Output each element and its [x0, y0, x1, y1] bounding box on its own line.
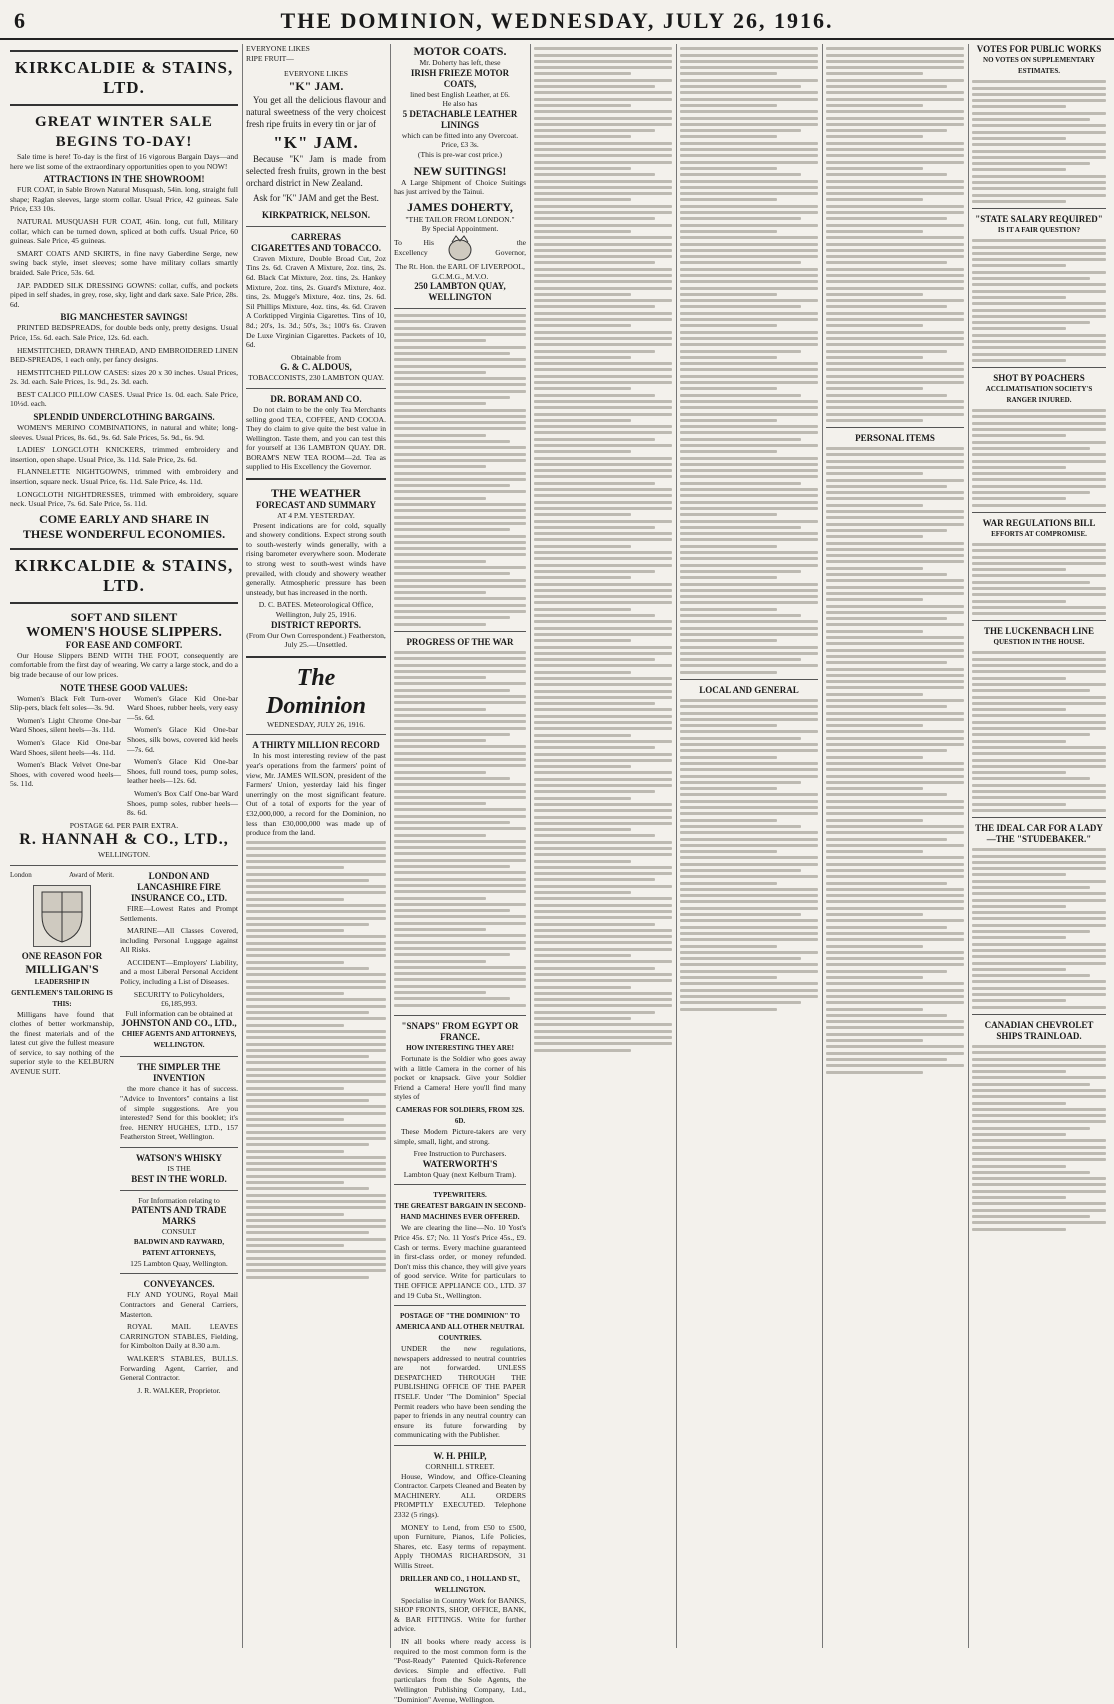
closing-line: COME EARLY AND SHARE IN	[39, 511, 209, 526]
coat-of-arms-image	[33, 885, 91, 947]
article-body	[972, 1045, 1106, 1231]
ad-item: HEMSTITCHED PILLOW CASES: sizes 20 x 30 inches. Usual Prices, 2s. 3d. each. Sale Prices, 1s. 9d., 2s. 3d. each.	[10, 367, 238, 387]
inventors-heading: THE SIMPLER THE INVENTION	[137, 1062, 221, 1084]
conveyance-item: WALKER'S STABLES, BULLS. Forwarding Agent, Carrier, and General Contractor.	[120, 1353, 238, 1383]
driller-heading: DRILLER AND CO., 1 HOLLAND ST., WELLINGTON.	[400, 1574, 520, 1594]
editorial-heading: A THIRTY MILLION RECORD	[252, 740, 380, 751]
article-body	[680, 47, 818, 673]
slipper-item: Women's Black Velvet One-bar Shoes, with covered wood heels—5s. 11d.	[10, 760, 121, 789]
column-rule	[822, 44, 823, 1648]
ad-item: SMART COATS AND SKIRTS, in fine navy Gaberdine Serge, new swing back style, inset sleeves; some have military collars smartly braided. Sale Price, 53s. 6d.	[10, 248, 238, 277]
milligans-text: Milligans have found that clothes of better workmanship, the finest materials and of the latest cut give the fullest measure of service, to say nothing of the superior style to the KELBURN AVENUE SUIT.	[10, 1009, 114, 1077]
carreras-list: Craven Mixture, Double Broad Cut, 2oz Tins 2s. 6d. Craven A Mixture, 2oz. tins, 2s. 6d. Black Cat Mixture, 2oz. tins, 2s. Hankey Mixture, 2oz. tins, 2s. Guard's Mixture, 4oz. tins, 2s. Mugge's Mixture, 4oz. tins, 2s. 6d. Sil Phillips Mixture, 4oz. tins, 4s. 6d. Craven A Corktipped Virginia Cigarettes. Tins of 10, 8d.; 20's, 1s. 3d.; 50's, 3s.; 100's 6s. Craven De Luxe Virginian Cigarettes. Packets of 10, 6d.	[246, 253, 386, 350]
ad-item: HEMSTITCHED, DRAWN THREAD, AND EMBROIDERED LINEN BED-SPREADS, 1 each only, per fancy designs.	[10, 345, 238, 365]
votes-heading: VOTES FOR PUBLIC WORKS	[976, 44, 1102, 54]
aldous: G. & C. ALDOUS,	[280, 362, 352, 373]
k-jam-heading: "K" JAM.	[273, 132, 359, 152]
whisky-line: IS THE	[167, 1164, 191, 1173]
poachers-heading: SHOT BY POACHERS	[993, 372, 1085, 383]
slippers-heading: SOFT AND SILENT	[70, 609, 178, 624]
ad-item: BEST CALICO PILLOW CASES. Usual Price 1s. 0d. each. Sale Price, 10½d. each.	[10, 389, 238, 409]
conveyance-signature: J. R. WALKER, Proprietor.	[137, 1385, 221, 1395]
shield-icon	[34, 886, 90, 946]
insurance-heading: LONDON AND LANCASHIRE FIRE INSURANCE CO., LTD.	[131, 870, 227, 903]
slipper-item: Women's Glace Kid One-bar Shoes, full round toes, pump soles, leather heels—12s. 6d.	[127, 757, 238, 786]
column-rule	[530, 44, 531, 1648]
carreras-heading: CIGARETTES AND TOBACCO.	[251, 242, 381, 253]
milligans-ad	[10, 871, 238, 1395]
war-regulations-heading: WAR REGULATIONS BILL	[982, 517, 1096, 528]
boram-heading: DR. BORAM AND CO.	[270, 393, 362, 404]
weather-sub: FORECAST AND SUMMARY	[255, 500, 377, 511]
cameras-text: These Modern Picture-takers are very simple, small, light, and strong.	[394, 1126, 526, 1146]
ad-item: PRINTED BEDSPREADS, for double beds only, pretty designs. Usual Price, 15s. 6d. each. Sale Price, 12s. 6d. each.	[10, 323, 238, 342]
suitings-heading: NEW SUITINGS!	[413, 163, 507, 178]
column-7	[972, 44, 1106, 1648]
article-body	[534, 47, 672, 1051]
advertiser-heading: KIRKCALDIE & STAINS, LTD.	[14, 58, 234, 97]
postage-heading: POSTAGE OF "THE DOMINION" TO AMERICA AND ALL OTHER NEUTRAL COUNTRIES.	[395, 1312, 525, 1343]
books-text: IN all books where ready access is required to the most common form is the "Post-Ready" Patented Quick-Reference devices. Simple and effective. Full particulars from the Sole Agents, the Wellington Publishing Company, Ltd., "Dominion" Avenue, Wellington.	[394, 1636, 526, 1704]
sale-title: GREAT WINTER SALE	[35, 114, 213, 130]
philp-text: House, Window, and Office-Cleaning Contractor. Carpets Cleaned and Beaten by MACHINERY. ALL ORDERS PROMPTLY EXECUTED. Telephone 2332 (5 rings).	[394, 1471, 526, 1519]
irish-line: lined best English Leather, at £6.	[410, 89, 510, 99]
inventors-text: the more chance it has of success. "Advice to Inventors" contains a list of simple suggestions. Are you interested? Send for this booklet; it's free. HENRY HUGHES, LTD., 157 Featherston Street, Wellington.	[120, 1084, 238, 1142]
tailor-line: "THE TAILOR FROM LONDON."	[405, 214, 515, 224]
kirkpatrick: KIRKPATRICK, NELSON.	[262, 209, 370, 220]
slipper-item: Women's Box Calf One-bar Ward Shoes, pump soles, rubber heels—8s. 6d.	[127, 788, 238, 818]
article-body	[394, 314, 526, 626]
salary-heading: "STATE SALARY REQUIRED"	[975, 213, 1103, 224]
royal-crest-icon	[443, 234, 477, 262]
slipper-item: Women's Glace Kid One-bar Ward Shoes, rubber heels, very easy—5s. 6d.	[127, 693, 238, 722]
sale-intro: Sale time is here! To-day is the first of 16 vigorous Bargain Days—and here we list some of the extraordinary opportunities open to you NOW!	[10, 152, 238, 171]
article-body	[972, 848, 1106, 1008]
column-advertisements-left	[10, 44, 238, 1648]
insurance-security: SECURITY to Policyholders, £6,185,993.	[133, 989, 225, 1009]
slippers-heading: WOMEN'S HOUSE SLIPPERS.	[26, 624, 222, 640]
money-text: MONEY to Lend, from £50 to £500, upon Furniture, Pianos, Life Policies, Shares, etc. Easy terms of repayment. Apply THOMAS RICHARDSON, 31 Willis Street.	[394, 1522, 526, 1570]
article-body	[826, 47, 964, 422]
irish-heading: IRISH FRIEZE MOTOR COATS,	[410, 67, 510, 89]
article-body	[972, 543, 1106, 615]
slipper-item: Women's Glace Kid One-bar Ward Shoes, silent heels—4s. 11d.	[10, 737, 121, 757]
hannah-town: WELLINGTON.	[98, 850, 150, 860]
aldous-address: TOBACCONISTS, 230 LAMBTON QUAY.	[248, 373, 384, 383]
salary-subheading: IS IT A FAIR QUESTION?	[997, 225, 1081, 234]
local-general-heading: LOCAL AND GENERAL	[699, 684, 799, 695]
conveyance-item: FLY AND YOUNG, Royal Mail Contractors and General Carriers, Masterton.	[120, 1290, 238, 1319]
article-body	[972, 651, 1106, 811]
conveyance-item: ROYAL MAIL LEAVES CARRINGTON STABLES, Fielding, for Kimbolton Daily at 8.30 a.m.	[120, 1322, 238, 1351]
luckenbach-heading: THE LUCKENBACH LINE	[983, 626, 1095, 637]
slipper-item: Women's Black Felt Turn-over Slip-pers, black felt soles—3s. 9d.	[10, 693, 121, 713]
ad-item: JAP. PADDED SILK DRESSING GOWNS: collar, cuffs, and pockets piped in self shades, in grey, rose, sky, light and dark saxe. Sale Price, 28s. 6d.	[10, 280, 238, 309]
slippers-heading: FOR EASE AND COMFORT.	[65, 639, 183, 650]
jam-heading: EVERYONE LIKES	[284, 69, 348, 79]
patents-heading: BALDWIN AND RAYWARD, PATENT ATTORNEYS,	[133, 1237, 225, 1257]
dominion-date: WEDNESDAY, JULY 26, 1916.	[266, 719, 366, 729]
carreras-heading: CARRERAS	[290, 231, 341, 242]
column-rule	[968, 44, 969, 1648]
newspaper-title: THE DOMINION, WEDNESDAY, JULY 26, 1916.	[280, 8, 834, 33]
conveyances-heading: CONVEYANCES.	[143, 1279, 215, 1290]
column-4	[534, 44, 672, 1648]
article-body	[972, 239, 1106, 362]
boram-text: Do not claim to be the only Tea Merchants selling good TEA, COFFEE, AND COCOA. They do claim to give quite the best value in Wellington. Taste them, and you can test this for yourself at 136 LAMBTON QUAY. DR. BORAM'S NEW TEA ROOM—2d. Tea as supplied to His Excellency the Governor.	[246, 404, 386, 472]
philp-heading: W. H. PHILP,	[433, 1451, 487, 1462]
weather-time: AT 4 P.M. YESTERDAY.	[277, 511, 355, 521]
free-instruction: Free Instruction to Purchasers.	[413, 1149, 507, 1159]
award-right: Award of Merit.	[68, 870, 114, 879]
ad-item: FLANNELETTE NIGHTGOWNS, trimmed with embroidery and insertion, square neck. Usual Price, 6s. 11d. Sale Price, 4s. 11d.	[10, 467, 238, 487]
snaps-heading: HOW INTERESTING THEY ARE!	[406, 1044, 514, 1052]
column-rule	[390, 44, 391, 1648]
patents-line: CONSULT	[161, 1227, 197, 1237]
weather-heading: THE WEATHER	[271, 486, 361, 501]
ad-item: WOMEN'S MERINO COMBINATIONS, in natural and white; long-sleeves. Usual Prices, 8s. 6d., 9s. 6d. Sale Prices, 5s. 9d., 6s. 9d.	[10, 423, 238, 442]
jam-text: You get all the delicious flavour and natural sweetness of the very choicest fresh ripe fruits in every tin or jar of	[246, 94, 386, 129]
personal-items-heading: PERSONAL ITEMS	[855, 432, 935, 443]
patents-line: 125 Lambton Quay, Wellington.	[130, 1258, 228, 1268]
ad-item: LADIES' LONGCLOTH KNICKERS, trimmed embroidery and insertion, open shape. Usual Price, 3s. 11d. Sale Price, 2s. 6d.	[10, 445, 238, 464]
pre-war-line: (This is pre-war cost price.)	[417, 149, 503, 159]
progress-of-war-heading: PROGRESS OF THE WAR	[406, 636, 514, 647]
weather-sign: D. C. BATES. Meteorological Office, Wellington, July 25, 1916.	[258, 600, 374, 619]
ripe-line: RIPE FRUIT—	[246, 53, 294, 63]
philp-street: CORNHILL STREET.	[425, 1462, 495, 1472]
column-advertisements-2	[246, 44, 386, 1648]
whisky-heading: BEST IN THE WORLD.	[131, 1173, 227, 1184]
column-rule	[676, 44, 677, 1648]
motor-coats-heading: MOTOR COATS.	[413, 44, 507, 58]
snaps-text: Fortunate is the Soldier who goes away with a little Camera in the corner of his pocket or knapsack. Give your Soldier Friend a Camera! Here you'll find many styles of	[394, 1054, 526, 1102]
article-body	[826, 447, 964, 1073]
weather-text: Present indications are for cold, squally and showery conditions. Expect strong south to south-westerly winds generally, with a rising barometer everywhere soon. Moderate to strong west to south-west winds have prevailed, with cloudy and showery weather generally. Atmospheric pressure has been unsteady, but has increased in the north.	[246, 520, 386, 597]
column-5	[680, 44, 818, 1648]
postage-text: UNDER the new regulations, newspapers addressed to neutral countries are not forwarded. UNLESS DESPATCHED THROUGH THE PUBLISHING OFFICE OF THE PAPER ITSELF. Under "The Dominion" Special Permit readers who have been sending the paper to friends in any neutral country can ensure its future forwarding by communicating with the Publisher.	[394, 1344, 526, 1440]
district-sub: (From Our Own Correspondent.) Featherston, July 25.—Unsettled.	[246, 630, 386, 650]
jam-heading: "K" JAM.	[288, 78, 344, 93]
typewriters-heading: TYPEWRITERS.	[433, 1191, 487, 1200]
underclothing-heading: SPLENDID UNDERCLOTHING BARGAINS.	[33, 412, 215, 423]
war-regulations-subheading: EFFORTS AT COMPROMISE.	[991, 529, 1087, 538]
snaps-heading: "SNAPS" FROM EGYPT OR FRANCE.	[401, 1021, 519, 1042]
postage-note: POSTAGE 6d. PER PAIR EXTRA.	[69, 820, 179, 830]
waterworth-heading: WATERWORTH'S	[422, 1158, 498, 1169]
column-rule	[242, 44, 243, 1648]
good-values-heading: NOTE THESE GOOD VALUES:	[60, 682, 188, 693]
k-jam-text: Because "K" Jam is made from selected fresh fruits, grown in the best orchard district in New Zealand.	[246, 153, 386, 188]
sale-subtitle: BEGINS TO-DAY!	[55, 134, 193, 150]
cameras-heading: CAMERAS FOR SOLDIERS, FROM 32S. 6D.	[395, 1105, 525, 1125]
dominion-nameplate: The Dominion	[265, 664, 367, 719]
page-number: 6	[14, 8, 25, 33]
district-heading: DISTRICT REPORTS.	[270, 619, 362, 630]
motor-line: Mr. Doherty has left, these	[419, 58, 501, 67]
patents-line: For Information relating to	[138, 1195, 220, 1205]
waterworth-address: Lambton Quay (next Kelburn Tram).	[403, 1169, 517, 1179]
ad-item: FUR COAT, in Sable Brown Natural Musquash, 54in. long, straight full shape; Raglan sleeves, large storm collar. Usual Price, 42 guineas. Sale Price, £33 10s.	[10, 185, 238, 214]
manchester-heading: BIG MANCHESTER SAVINGS!	[60, 312, 188, 323]
driller-text: Specialise in Country Work for BANKS, SHOP FRONTS, SHOP, OFFICE, BANK, & BAR FITTINGS. Write for further advice.	[394, 1595, 526, 1634]
milligans-heading: MILLIGAN'S	[25, 961, 99, 976]
patents-heading: PATENTS AND TRADE MARKS	[131, 1205, 227, 1227]
appointment-line: By Special Appointment.	[421, 224, 499, 234]
ad-item: NATURAL MUSQUASH FUR COAT, 46in. long, cut full, Military collar, which can be turned down, spliced at both cuffs. Usual Price, 60 guineas. Sale Price, 45 guineas.	[10, 216, 238, 246]
insurance-info: Full information can be obtained at	[125, 1008, 233, 1018]
advertiser-heading: KIRKCALDIE & STAINS, LTD.	[14, 555, 234, 595]
showroom-heading: ATTRACTIONS IN THE SHOWROOM!	[43, 174, 205, 185]
ideal-car-heading: THE IDEAL CAR FOR A LADY—THE "STUDEBAKER."	[975, 822, 1103, 844]
linings-heading: 5 DETACHABLE LEATHER LININGS	[402, 108, 518, 130]
slipper-item: Women's Glace Kid One-bar Shoes, silk bows, covered kid heels—7s. 6d.	[127, 725, 238, 754]
luckenbach-subheading: QUESTION IN THE HOUSE.	[993, 638, 1085, 647]
article-body	[972, 409, 1106, 506]
insurance-agents: CHIEF AGENTS AND ATTORNEYS, WELLINGTON.	[121, 1030, 237, 1050]
doherty-heading: JAMES DOHERTY,	[407, 199, 513, 214]
milligans-heading: LEADERSHIP IN GENTLEMEN'S TAILORING IS THIS:	[11, 977, 113, 1008]
whisky-heading: WATSON'S WHISKY	[136, 1153, 222, 1163]
poachers-subheading: ACCLIMATISATION SOCIETY'S RANGER INJURED.	[985, 384, 1093, 404]
milligans-heading: ONE REASON FOR	[21, 950, 103, 961]
insurance-item: FIRE—Lowest Rates and Prompt Settlements.	[120, 903, 238, 923]
ad-item: LONGCLOTH NIGHTDRESSES, trimmed with embroidery, square neck. Usual Price, 7s. 6d. Sale Price, 5s. 11d.	[10, 489, 238, 509]
bargain-heading: THE GREATEST BARGAIN IN SECOND-HAND MACHINES EVER OFFERED.	[394, 1202, 526, 1222]
votes-subheading: NO VOTES ON SUPPLEMENTARY ESTIMATES.	[983, 56, 1095, 75]
he-also: He also has	[442, 99, 478, 109]
insurance-item: ACCIDENT—Employers' Liability, and a most Liberal Personal Accident Policy, including a List of Diseases.	[120, 957, 238, 987]
editorial-body	[246, 841, 386, 1278]
earl-line: The Rt. Hon. the EARL OF LIVERPOOL, G.C.M.G., M.V.O.	[395, 261, 525, 281]
column-advertisements-3	[394, 1010, 526, 1704]
article-body	[972, 80, 1106, 203]
editorial-text: In his most interesting review of the past year's operations from the farmers' point of view, Mr. JAMES WILSON, president of the Farmers' Union, yesterday laid his finger unerringly on the most significant feature. Out of a total of exports for the year of £32,000,000, a record for the Dominion, no less than £30,000,000 was made up of produce from the land.	[246, 751, 386, 838]
insurance-agents: JOHNSTON AND CO., LTD.,	[121, 1018, 237, 1029]
award-left: London	[10, 870, 32, 879]
bargain-text: We are clearing the line—No. 10 Yost's Price 45s. £7; No. 11 Yost's Price 45s., £9. Cash or terms. Every machine guaranteed in first-class order, or money refunded. Don't miss this chance, they will give years of good service. Write for particulars to THE OFFICE APPLIANCE CO., LTD. 37 and 19 Cuba St., Wellington.	[394, 1223, 526, 1300]
doherty-address: 250 LAMBTON QUAY, WELLINGTON	[414, 281, 506, 303]
linings-line: which can be fitted into any Overcoat. Price, £3 3s.	[401, 130, 519, 150]
masthead	[0, 0, 1114, 40]
suitings-text: A Large Shipment of Choice Suitings has just arrived by the Tainui.	[394, 177, 526, 197]
chevrolet-heading: CANADIAN CHEVROLET SHIPS TRAINLOAD.	[984, 1019, 1094, 1041]
slipper-list	[10, 694, 238, 821]
slipper-item: Women's Light Chrome One-bar Ward Shoes, silent heels—3s. 11d.	[10, 715, 121, 735]
slippers-text: Our House Slippers BEND WITH THE FOOT, consequently are comfortable from the first day of wearing. We carry a large stock, and do a big trade because of our low prices.	[10, 650, 238, 679]
column-6	[826, 44, 964, 1648]
ripe-line: EVERYONE LIKES	[246, 44, 310, 53]
article-body	[680, 699, 818, 1011]
hannah-heading: R. HANNAH & CO., LTD.,	[19, 831, 229, 849]
carreras-from: Obtainable from	[291, 352, 341, 362]
excellency-left: To His Excellency	[394, 238, 434, 257]
closing-line: THESE WONDERFUL ECONOMIES.	[22, 526, 226, 541]
insurance-item: MARINE—All Classes Covered, including Personal Luggage against All Risks.	[120, 926, 238, 955]
excellency-right: the Governor,	[495, 238, 526, 257]
ask-for: Ask for "K" JAM and get the Best.	[253, 192, 379, 203]
